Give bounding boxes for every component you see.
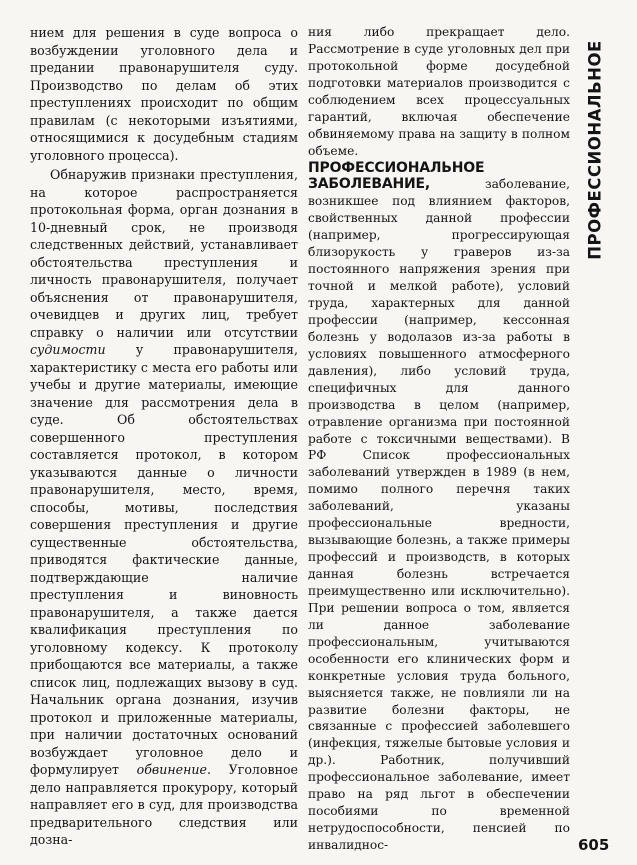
entry-definition: заболевание, возникшее под влиянием факторов, свойственных данной профессии (например, прогрессирующая близорукость у граверов из-за постоянного напряжения зрения при точной и мелкой работе), условий труда, характерных для данной профессии (например, кессонная болезнь у водолазов из-за работы в условиях повышенного атмосферного давления), либо условий труда, специфичных для данного производства в целом (например, отравление организма при постоянной работе с токсичными веществами). В РФ Список профессиональных заболеваний утвержден в 1989 (в нем, помимо полного перечня таких заболеваний, указаны профессиональные вредности, вызывающие болезнь, а также примеры профессий и производств, в которых данная болезнь встречается преимущественно или исключительно). При решении вопроса о том, является ли данное заболевание профессиональным, учитываются особенности его клинических форм и конкретные условия труда больного, выясняется также, не повлияли ли на развитие болезни факторы, не связанные с профессией заболевшего (инфекция, тяжелые бытовые условия и др.). Работник, получивший профессиональное заболевание, имеет право на ряд льгот в обеспечении пособиями по временной нетрудоспособности, пенсией по инвалиднос-: [308, 177, 570, 852]
paragraph: ния либо прекращает дело. Рассмотрение в суде уголовных дел при протокольной форме досудебной подготовки материалов производится с соблюдением всех процессуальных гарантий, включая обеспечение обвиняемому права на защиту в полном объеме.: [308, 25, 570, 158]
italic-term: обвинение: [136, 762, 207, 777]
paragraph: [30, 166, 298, 849]
running-head-text: ПРОФЕССИОНАЛЬНОЕ: [585, 40, 605, 260]
text-run: . Уголовное дело направляется прокурору, который направляет его в суд, для производства предварительного следствия или дозна-: [30, 762, 298, 847]
italic-term: судимости: [30, 342, 106, 357]
running-head: [575, 30, 615, 270]
paragraph: нием для решения в суде вопроса о возбуждении уголовного дела и предании правонарушителя суду. Производство по делам об этих преступлениях происходит по общим правилам (с некоторыми изъятиями, относящимися к досудебным стадиям уголовного процесса).: [30, 25, 298, 163]
right-column: [308, 24, 570, 854]
left-column: [30, 24, 298, 849]
page-number: 605: [578, 836, 610, 854]
text-run: у правонарушителя, характеристику с места его работы или учебы и другие материалы, имеющие значение для рассмотрения дела в суде. Об обстоятельствах совершенного преступления составляется протокол, в котором указываются данные о личности правонарушителя, место, время, способы, мотивы, последствия совершения преступления и другие существенные обстоятельства, приводятся фактические данные, подтверждающие наличие преступления и виновность правонарушителя, а также дается квалификация преступления по уголовному кодексу. К протоколу прибощаются все материалы, а также список лиц, подлежащих вызову в суд. Начальник органа дознания, изучив протокол и приложенные материалы, при наличии достаточных оснований возбуждает уголовное дело и формулирует: [30, 342, 298, 777]
dictionary-entry: [308, 160, 570, 854]
entry-headword: ПРОФЕССИОНАЛЬНОЕ ЗАБОЛЕВАНИЕ,: [308, 159, 485, 193]
text-run: Обнаружив признаки преступления, на которое распространяется протокольная форма, орган дознания в 10-дневный срок, не производя следственных действий, устанавливает обстоятельства преступления и личность правонарушителя, получает объяснения от правонарушителя, очевидцев и других лиц, требует справку о наличии или отсутствии: [30, 167, 298, 340]
